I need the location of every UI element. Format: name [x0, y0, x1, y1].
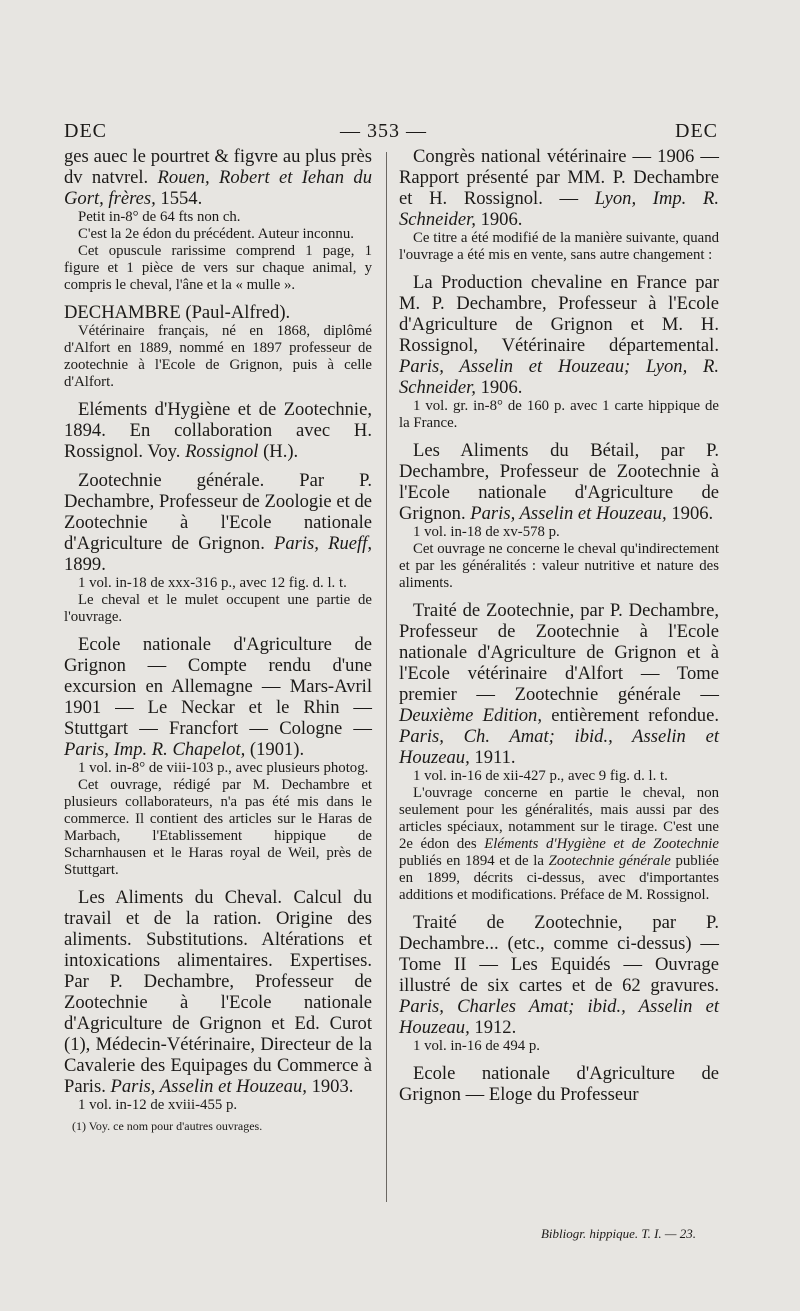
entry-crossref: Rossignol — [180, 441, 259, 462]
entry-note: 1 vol. in-16 de 494 p. — [413, 1038, 540, 1054]
entry-title: Congrès national vétérinaire — 1906 — Rapport présenté par MM. P. Dechambre et H. Rossignol. — — [399, 146, 719, 209]
entry-imprint: Paris, Asselin et Houzeau; Lyon, R. Schneider, — [399, 356, 719, 398]
signature-mark: Bibliogr. hippique. T. I. — 23. — [540, 1226, 696, 1241]
entry-year: 1554. — [155, 188, 203, 209]
entry-note: C'est la 2e édon du précédent. Auteur inconnu. — [78, 226, 354, 242]
entry-compte-rendu — [64, 634, 372, 879]
entry-production-chevaline — [399, 272, 719, 432]
entry-imprint: Paris, Imp. R. Chapelot, — [64, 739, 246, 760]
note-text: publiée en 1899, décrits ci-dessus, avec d'importantes additions et modifications. Préface de M. Rossignol. — [399, 853, 719, 903]
entry-year: 1912. — [469, 1017, 517, 1038]
entry-title: Ecole nationale d'Agriculture de Grignon — Eloge du Professeur — [399, 1063, 719, 1105]
entry-note: Cet opuscule rarissime comprend 1 page, 1 figure et 1 pièce de vers sur chaque animal, y compris le cheval, l'âne et la « mulle ». — [64, 243, 372, 293]
entry-title: ges auec le pourtret & figvre au plus près dv natvrel. — [64, 146, 372, 188]
entry-elements-hygiene — [64, 399, 372, 462]
entry-traite-tome2 — [399, 912, 719, 1055]
entry-note — [399, 785, 719, 904]
entry-note: Cet ouvrage ne concerne le cheval qu'indirectement et par les généralités : valeur nutritive et nature des aliments. — [399, 541, 719, 591]
entry-note: 1 vol. gr. in-8° de 160 p. avec 1 carte hippique de la France. — [399, 398, 719, 431]
column-divider — [386, 152, 387, 1202]
page-number: — 353 — — [340, 120, 427, 142]
entry-congres — [399, 146, 719, 264]
entry-note: 1 vol. in-8° de viii-103 p., avec plusieurs photog. — [78, 760, 369, 776]
right-column — [399, 146, 719, 1113]
entry-title: Ecole nationale d'Agriculture de Grignon — Compte rendu d'une excursion en Allemagne — Mars-Avril 1901 — Le Neckar et le Rhin — Stuttgart — Francfort — Cologne — — [64, 634, 372, 739]
note-title-ref: Zootechnie générale — [548, 853, 671, 869]
entry-imprint: Paris, Asselin et Houzeau, — [465, 503, 667, 524]
entry-year: 1899. — [64, 554, 106, 575]
entry-title: Zootechnie générale. Par P. Dechambre, Professeur de Zoologie et de Zootechnie à l'Ecole nationale d'Agriculture de Grignon. — [64, 470, 372, 554]
entry-note: Petit in-8° de 64 fts non ch. — [78, 209, 241, 225]
entry-title: Traité de Zootechnie, par P. Dechambre, Professeur de Zootechnie à l'Ecole nationale d'Agriculture de Grignon et à l'Ecole vétérinaire d'Alfort — Tome premier — Zootechnie générale — — [399, 600, 719, 705]
entry-year: 1906. — [666, 503, 714, 524]
entry-note: 1 vol. in-18 de xxx-316 p., avec 12 fig. d. l. t. — [78, 575, 347, 591]
footnote: (1) Voy. ce nom pour d'autres ouvrages. — [72, 1119, 263, 1133]
entry-year: 1911. — [469, 747, 516, 768]
entry-title: Les Aliments du Bétail, par P. Dechambre, Professeur de Zootechnie à l'Ecole nationale d'Agriculture de Grignon. — [399, 440, 719, 524]
entry-note: 1 vol. in-18 de xv-578 p. — [413, 524, 560, 540]
entry-imprint: Paris, Charles Amat; ibid., Asselin et Houzeau, — [399, 996, 719, 1038]
entry-edition: Deuxième Edition, — [399, 705, 542, 726]
entry-imprint: Lyon, Imp. R. Schneider, — [399, 188, 719, 230]
entry-title: Traité de Zootechnie, par P. Dechambre... (etc., comme ci-dessus) — Tome II — Les Equidés — Ouvrage illustré de six cartes et de 62 gravures. — [399, 912, 719, 996]
entry-aliments-cheval — [64, 887, 372, 1135]
entry-aliments-betail — [399, 440, 719, 592]
entry-note: Ce titre a été modifié de la manière suivante, quand l'ouvrage a été mis en vente, sans autre changement : — [399, 230, 719, 263]
entry-imprint: Paris, Asselin et Houzeau, — [105, 1076, 307, 1097]
entry-note: 1 vol. in-12 de xviii-455 p. — [78, 1097, 238, 1113]
entry-crossref-tail: (H.). — [258, 441, 299, 462]
entry-title: Les Aliments du Cheval. Calcul du travail et de la ration. Origine des aliments. Substitutions. Altérations et intoxications alimentaires. Expertises. Par P. Dechambre, Professeur de Zootechnie à l'Ecole nationale d'Agriculture de Grignon et Ed. Curot (1), Médecin-Vétérinaire, Directeur de la Cavalerie des Equipages du Commerce à Paris. — [64, 887, 372, 1097]
entry-traite-tome1 — [399, 600, 719, 904]
entry-imprint: Paris, Ch. Amat; ibid., Asselin et Houzeau, — [399, 726, 719, 768]
left-column — [64, 146, 372, 1143]
entry-note: Le cheval et le mulet occupent une partie de l'ouvrage. — [64, 592, 372, 625]
entry-imprint: Rouen, Robert et Iehan du Gort, frères, — [64, 167, 372, 209]
author-heading-block — [64, 302, 372, 391]
entry-year: 1903. — [306, 1076, 354, 1097]
entry-note: 1 vol. in-16 de xii-427 p., avec 9 fig. d. l. t. — [413, 768, 668, 784]
entry-eloge — [399, 1063, 719, 1105]
note-text: L'ouvrage concerne en partie le cheval, non seulement pour les généralités, mais aussi par des articles spéciaux, notamment sur le tirage. C'est une 2e édon des — [399, 785, 719, 852]
running-head-right: DEC — [675, 120, 718, 142]
note-title-ref: Eléments d'Hygiène et de Zootechnie — [484, 836, 719, 852]
author-bio: Vétérinaire français, né en 1868, diplômé d'Alfort en 1889, nommé en 1897 professeur de zootechnie à l'Ecole de Grignon, puis à celle d'Alfort. — [64, 323, 372, 390]
entry-title: Eléments d'Hygiène et de Zootechnie, 1894. En collaboration avec H. Rossignol. Voy. — [64, 399, 372, 462]
running-head-left: DEC — [64, 120, 107, 142]
author-heading: DECHAMBRE (Paul-Alfred). — [64, 302, 291, 323]
entry-year: (1901). — [245, 739, 305, 760]
entry-continued — [64, 146, 372, 294]
entry-note: Cet ouvrage, rédigé par M. Dechambre et plusieurs collaborateurs, n'a pas été mis dans le commerce. Il contient des articles sur le Haras de Marbach, l'Etablissement hippique de Scharnhausen et le Haras royal de Weil, près de Stuttgart. — [64, 777, 372, 878]
note-text: publiés en 1894 et de la — [399, 853, 549, 869]
entry-edition-note: entièrement refondue. — [542, 705, 720, 726]
entry-imprint: Paris, Rueff, — [264, 533, 372, 554]
entry-year: 1906. — [475, 209, 523, 230]
entry-title: La Production chevaline en France par M. P. Dechambre, Professeur à l'Ecole d'Agriculture de Grignon et M. H. Rossignol, Vétérinaire départemental. — [399, 272, 719, 356]
entry-zootechnie-generale — [64, 470, 372, 626]
entry-year: 1906. — [475, 377, 523, 398]
